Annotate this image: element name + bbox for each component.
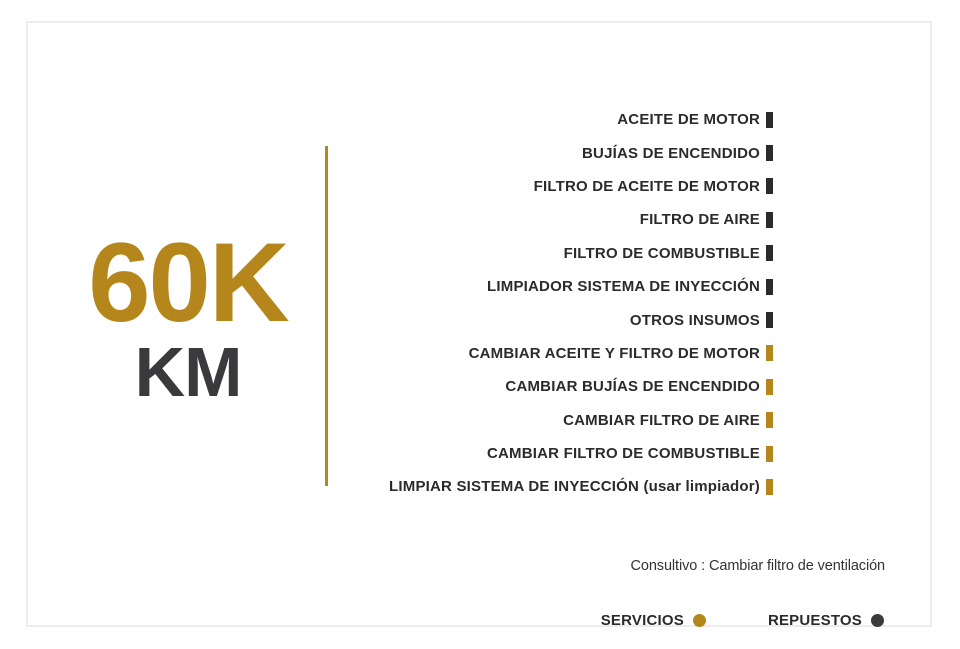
mileage-unit: KM <box>134 333 242 411</box>
maintenance-item <box>389 103 773 136</box>
repuestos-dot-icon <box>871 614 884 627</box>
maintenance-item-label: FILTRO DE AIRE <box>639 211 760 229</box>
legend-label-repuestos: REPUESTOS <box>767 612 862 629</box>
legend <box>601 612 884 629</box>
repuesto-bar-icon <box>766 245 773 261</box>
servicio-bar-icon <box>766 479 773 495</box>
legend-item-servicios <box>601 612 706 629</box>
vertical-divider <box>325 146 328 486</box>
maintenance-item <box>389 303 773 336</box>
maintenance-item-label: FILTRO DE ACEITE DE MOTOR <box>533 177 760 195</box>
maintenance-item-label: FILTRO DE COMBUSTIBLE <box>563 244 760 262</box>
maintenance-item <box>389 404 773 437</box>
maintenance-item <box>389 203 773 236</box>
mileage-value: 60K <box>88 220 288 345</box>
repuesto-bar-icon <box>766 212 773 228</box>
maintenance-item-list <box>389 103 773 504</box>
maintenance-item-label: LIMPIADOR SISTEMA DE INYECCIÓN <box>487 278 760 296</box>
servicio-bar-icon <box>766 379 773 395</box>
advisory-note: Consultivo : Cambiar filtro de ventilación <box>630 558 885 574</box>
maintenance-item <box>389 237 773 270</box>
maintenance-item <box>389 136 773 169</box>
servicio-bar-icon <box>766 446 773 462</box>
maintenance-item-label: CAMBIAR FILTRO DE AIRE <box>563 411 760 429</box>
legend-label-servicios: SERVICIOS <box>600 612 684 629</box>
servicio-bar-icon <box>766 412 773 428</box>
maintenance-schedule-card <box>26 21 932 627</box>
servicios-dot-icon <box>693 614 706 627</box>
repuesto-bar-icon <box>766 178 773 194</box>
repuesto-bar-icon <box>766 145 773 161</box>
maintenance-item-label: CAMBIAR BUJÍAS DE ENCENDIDO <box>505 378 760 396</box>
repuesto-bar-icon <box>766 279 773 295</box>
maintenance-item-label: CAMBIAR ACEITE Y FILTRO DE MOTOR <box>468 344 760 362</box>
maintenance-item-label: OTROS INSUMOS <box>629 311 760 329</box>
maintenance-item <box>389 270 773 303</box>
legend-item-repuestos <box>768 612 884 629</box>
repuesto-bar-icon <box>766 112 773 128</box>
maintenance-item-label: CAMBIAR FILTRO DE COMBUSTIBLE <box>486 445 760 463</box>
maintenance-item <box>389 337 773 370</box>
maintenance-item-label: LIMPIAR SISTEMA DE INYECCIÓN (usar limpiador) <box>389 478 760 496</box>
maintenance-item <box>389 470 773 503</box>
maintenance-item-label: BUJÍAS DE ENCENDIDO <box>582 144 760 162</box>
mileage-milestone <box>68 220 308 411</box>
maintenance-item <box>389 170 773 203</box>
repuesto-bar-icon <box>766 312 773 328</box>
maintenance-item <box>389 437 773 470</box>
servicio-bar-icon <box>766 345 773 361</box>
maintenance-item <box>389 370 773 403</box>
maintenance-item-label: ACEITE DE MOTOR <box>617 111 760 129</box>
